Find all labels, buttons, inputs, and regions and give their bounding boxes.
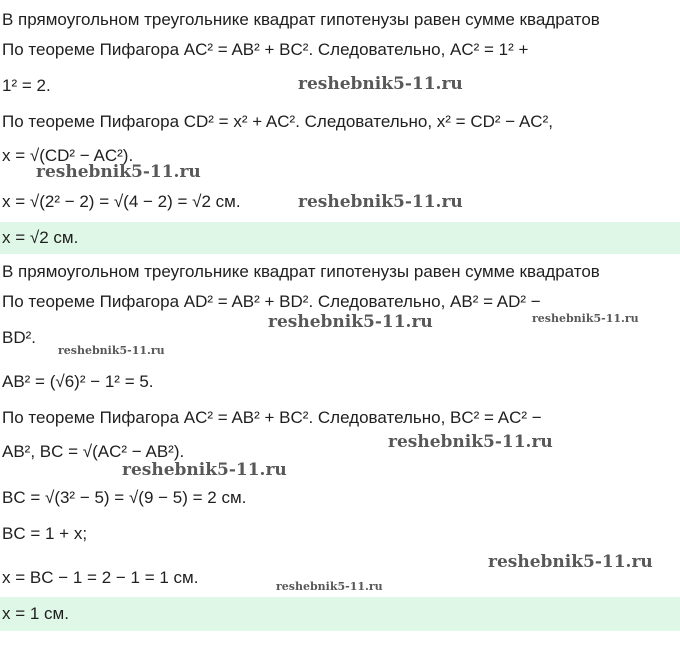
solution-line-5: x = √(CD² − AC²). [2, 146, 134, 165]
watermark: reshebnik5-11.ru [388, 432, 553, 452]
watermark: reshebnik5-11.ru [122, 460, 287, 480]
answer-line-1: x = √2 см. [2, 228, 79, 247]
watermark: reshebnik5-11.ru [532, 312, 639, 325]
watermark: reshebnik5-11.ru [298, 192, 463, 212]
solution-line-7: В прямоугольном треугольнике квадрат гипотенузы равен сумме квадратов [2, 262, 600, 281]
solution-line-4: По теореме Пифагора CD² = x² + AC². Следовательно, x² = CD² − AC², [2, 112, 553, 131]
solution-line-9: BD². [2, 328, 36, 347]
watermark: reshebnik5-11.ru [268, 312, 433, 332]
watermark: reshebnik5-11.ru [36, 162, 201, 182]
solution-line-1: В прямоугольном треугольнике квадрат гипотенузы равен сумме квадратов [2, 10, 600, 29]
watermark: reshebnik5-11.ru [298, 74, 463, 94]
watermark: reshebnik5-11.ru [276, 580, 383, 593]
answer-line-2: x = 1 см. [2, 604, 69, 623]
solution-line-14: BC = 1 + x; [2, 524, 88, 543]
solution-line-3: 1² = 2. [2, 76, 51, 95]
solution-line-2: По теореме Пифагора AC² = AB² + BC². Следовательно, AC² = 1² + [2, 40, 529, 59]
solution-line-8: По теореме Пифагора AD² = AB² + BD². Следовательно, AB² = AD² − [2, 292, 541, 311]
solution-line-10: AB² = (√6)² − 1² = 5. [2, 372, 154, 391]
solution-line-13: BC = √(3² − 5) = √(9 − 5) = 2 см. [2, 488, 247, 507]
watermark: reshebnik5-11.ru [488, 552, 653, 572]
solution-line-6: x = √(2² − 2) = √(4 − 2) = √2 см. [2, 192, 241, 211]
solution-line-11: По теореме Пифагора AC² = AB² + BC². Следовательно, BC² = AC² − [2, 408, 542, 427]
solution-line-12: AB², BC = √(AC² − AB²). [2, 442, 185, 461]
watermark: reshebnik5-11.ru [58, 344, 165, 357]
solution-line-15: x = BC − 1 = 2 − 1 = 1 см. [2, 568, 199, 587]
